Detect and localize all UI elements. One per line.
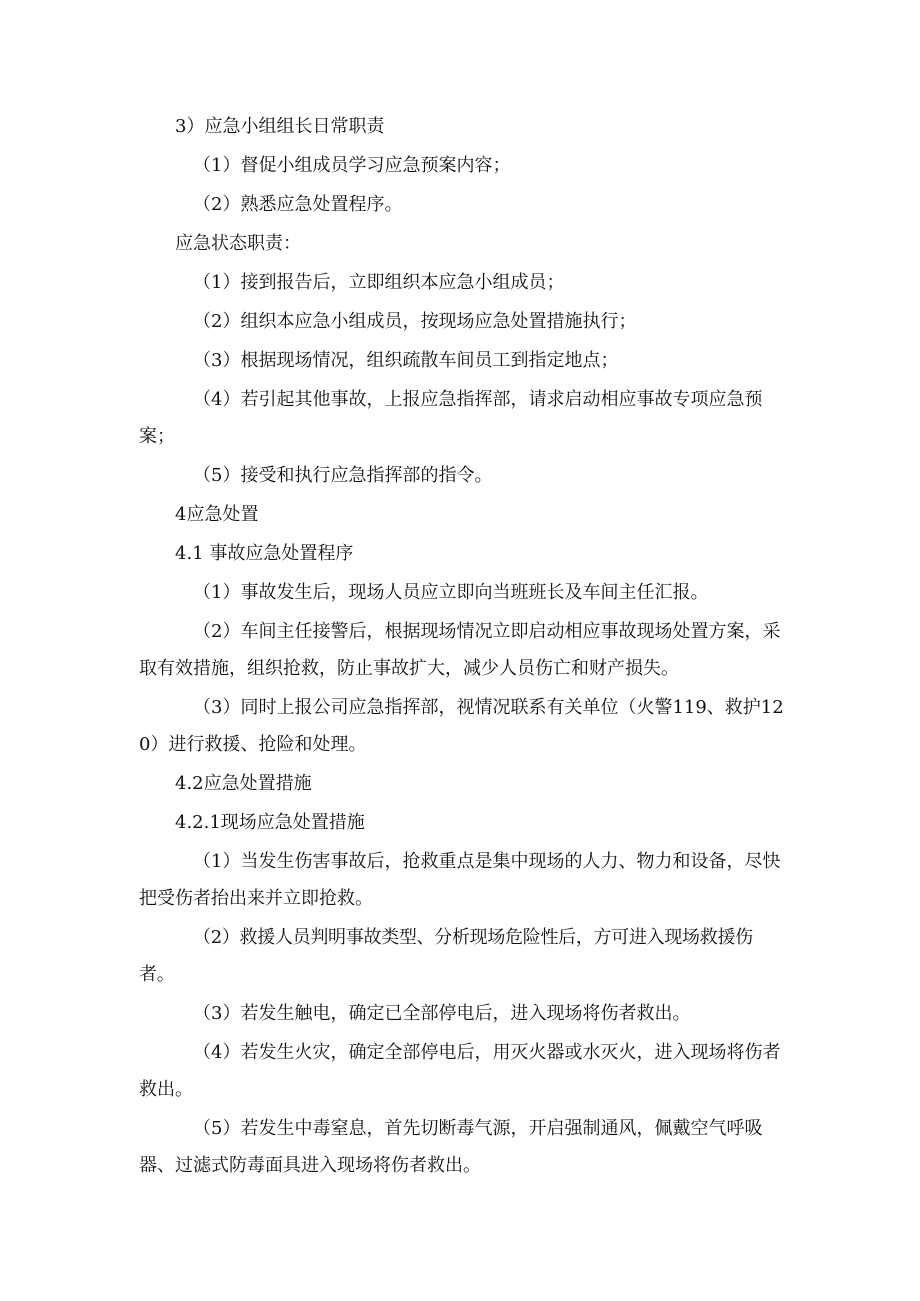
paragraph-heading-leader-duties: 3）应急小组组长日常职责 [175, 116, 385, 137]
paragraph-item: （3）同时上报公司应急指挥部，视情况联系有关单位（火警119、救护120）进行救援、抢险和处理。 [139, 697, 784, 755]
paragraph-item: （3）若发生触电，确定已全部停电后，进入现场将伤者救出。 [193, 1003, 691, 1024]
paragraph-item: （4）若发生火灾，确定全部停电后，用灭火器或水灭火，进入现场将伤者救出。 [139, 1042, 781, 1100]
paragraph-item: （2）救援人员判明事故类型、分析现场危险性后，方可进入现场救援伤者。 [139, 927, 753, 985]
paragraph-item: （2）熟悉应急处置程序。 [193, 194, 403, 215]
paragraph-item: （1）事故发生后，现场人员应立即向当班班长及车间主任汇报。 [193, 582, 709, 603]
paragraph-item: （4）若引起其他事故，上报应急指挥部，请求启动相应事故专项应急预案； [139, 389, 763, 447]
paragraph-item: （2）组织本应急小组成员，按现场应急处置措施执行； [193, 311, 637, 332]
paragraph-item: （5）若发生中毒窒息，首先切断毒气源，开启强制通风，佩戴空气呼吸器、过滤式防毒面具进入现场将伤者救出。 [139, 1118, 763, 1176]
paragraph-item: （1）当发生伤害事故后，抢救重点是集中现场的人力、物力和设备，尽快把受伤者抬出来并立即抢救。 [139, 851, 781, 909]
paragraph-item: （1）接到报告后，立即组织本应急小组成员； [193, 272, 565, 293]
paragraph-item: （3）根据现场情况，组织疏散车间员工到指定地点； [193, 350, 619, 371]
paragraph-item: （5）接受和执行应急指挥部的指令。 [193, 465, 493, 486]
paragraph-heading-emergency-duties: 应急状态职责： [175, 233, 301, 254]
section-heading-4-2-1: 4.2.1现场应急处置措施 [175, 812, 365, 833]
document-body [139, 108, 784, 1186]
section-heading-4-2: 4.2应急处置措施 [175, 773, 312, 794]
paragraph-item: （1）督促小组成员学习应急预案内容； [193, 155, 511, 176]
section-heading-4: 4应急处置 [175, 504, 259, 525]
paragraph-item: （2）车间主任接警后，根据现场情况立即启动相应事故现场处置方案，采取有效措施，组织抢救，防止事故扩大，减少人员伤亡和财产损失。 [139, 621, 781, 679]
section-heading-4-1: 4.1 事故应急处置程序 [175, 543, 354, 564]
